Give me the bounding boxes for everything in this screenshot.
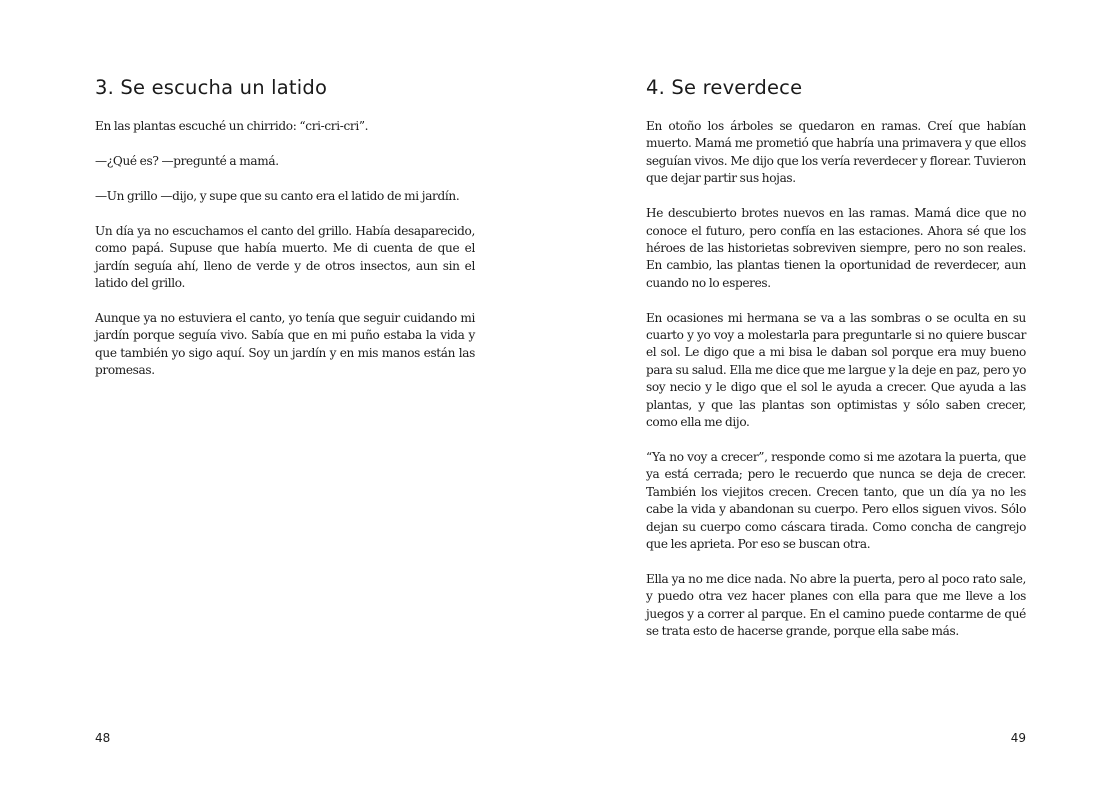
chapter-body [646, 118, 1026, 658]
paragraph: En ocasiones mi hermana se va a las sombras o se oculta en su cuarto y yo voy a molestarla para preguntarle si no quiere buscar el sol. Le digo que a mi bisa le daban sol porque era muy bueno para su salud. Ella me dice que me largue y la deje en paz, pero yo soy necio y le digo que el sol le ayuda a crecer. Que ayuda a las plantas, y que las plantas son optimistas y sólo saben crecer, como ella me dijo. [646, 310, 1027, 430]
paragraph: En otoño los árboles se quedaron en ramas. Creí que habían muerto. Mamá me prometió que habría una primavera y que ellos seguían vivos. Me dijo que los vería reverdecer y florear. Tuvieron que dejar partir sus hojas. [646, 119, 1026, 186]
paragraph: En las plantas escuché un chirrido: “cri-cri-cri”. [95, 119, 369, 133]
paragraph: “Ya no voy a crecer”, responde como si me azotara la puerta, que ya está cerrada; pero le recuerdo que nunca se deja de crecer. También los viejitos crecen. Crecen tanto, que un día ya no les cabe la vida y abandonan su cuerpo. Pero ellos siguen vivos. Sólo dejan su cuerpo como cáscara tirada. Como concha de cangrejo que les aprieta. Por eso se buscan otra. [646, 450, 1026, 552]
chapter-heading: 3. Se escucha un latido [95, 76, 328, 99]
paragraph: Un día ya no escuchamos el canto del grillo. Había desaparecido, como papá. Supuse que había muerto. Me di cuenta de que el jardín seguía ahí, lleno de verde y de otros insectos, aun sin el latido del grillo. [95, 223, 475, 290]
chapter-body [95, 118, 475, 397]
paragraph: —¿Qué es? —pregunté a mamá. [95, 153, 279, 168]
left-page [95, 0, 475, 794]
right-page [646, 0, 1026, 794]
chapter-heading: 4. Se reverdece [646, 76, 803, 99]
paragraph: Aunque ya no estuviera el canto, yo tenía que seguir cuidando mi jardín porque seguía vivo. Sabía que en mi puño estaba la vida y que también yo sigo aquí. Soy un jardín y en mis manos están las promesas. [95, 310, 475, 378]
page-number: 48 [95, 731, 111, 745]
page-number: 49 [1010, 731, 1026, 745]
paragraph: Ella ya no me dice nada. No abre la puerta, pero al poco rato sale, y puedo otra vez hacer planes con ella para que me lleve a los juegos y a correr al parque. En el camino puede contarme de qué se trata esto de hacerse grande, porque ella sabe más. [646, 571, 1026, 639]
paragraph: —Un grillo —dijo, y supe que su canto era el latido de mi jardín. [95, 188, 460, 203]
paragraph: He descubierto brotes nuevos en las ramas. Mamá dice que no conoce el futuro, pero confía en las estaciones. Ahora sé que los héroes de las historietas sobreviven siempre, pero no son reales. En cambio, las plantas tienen la oportunidad de reverdecer, aun cuando no lo esperes. [646, 206, 1026, 290]
